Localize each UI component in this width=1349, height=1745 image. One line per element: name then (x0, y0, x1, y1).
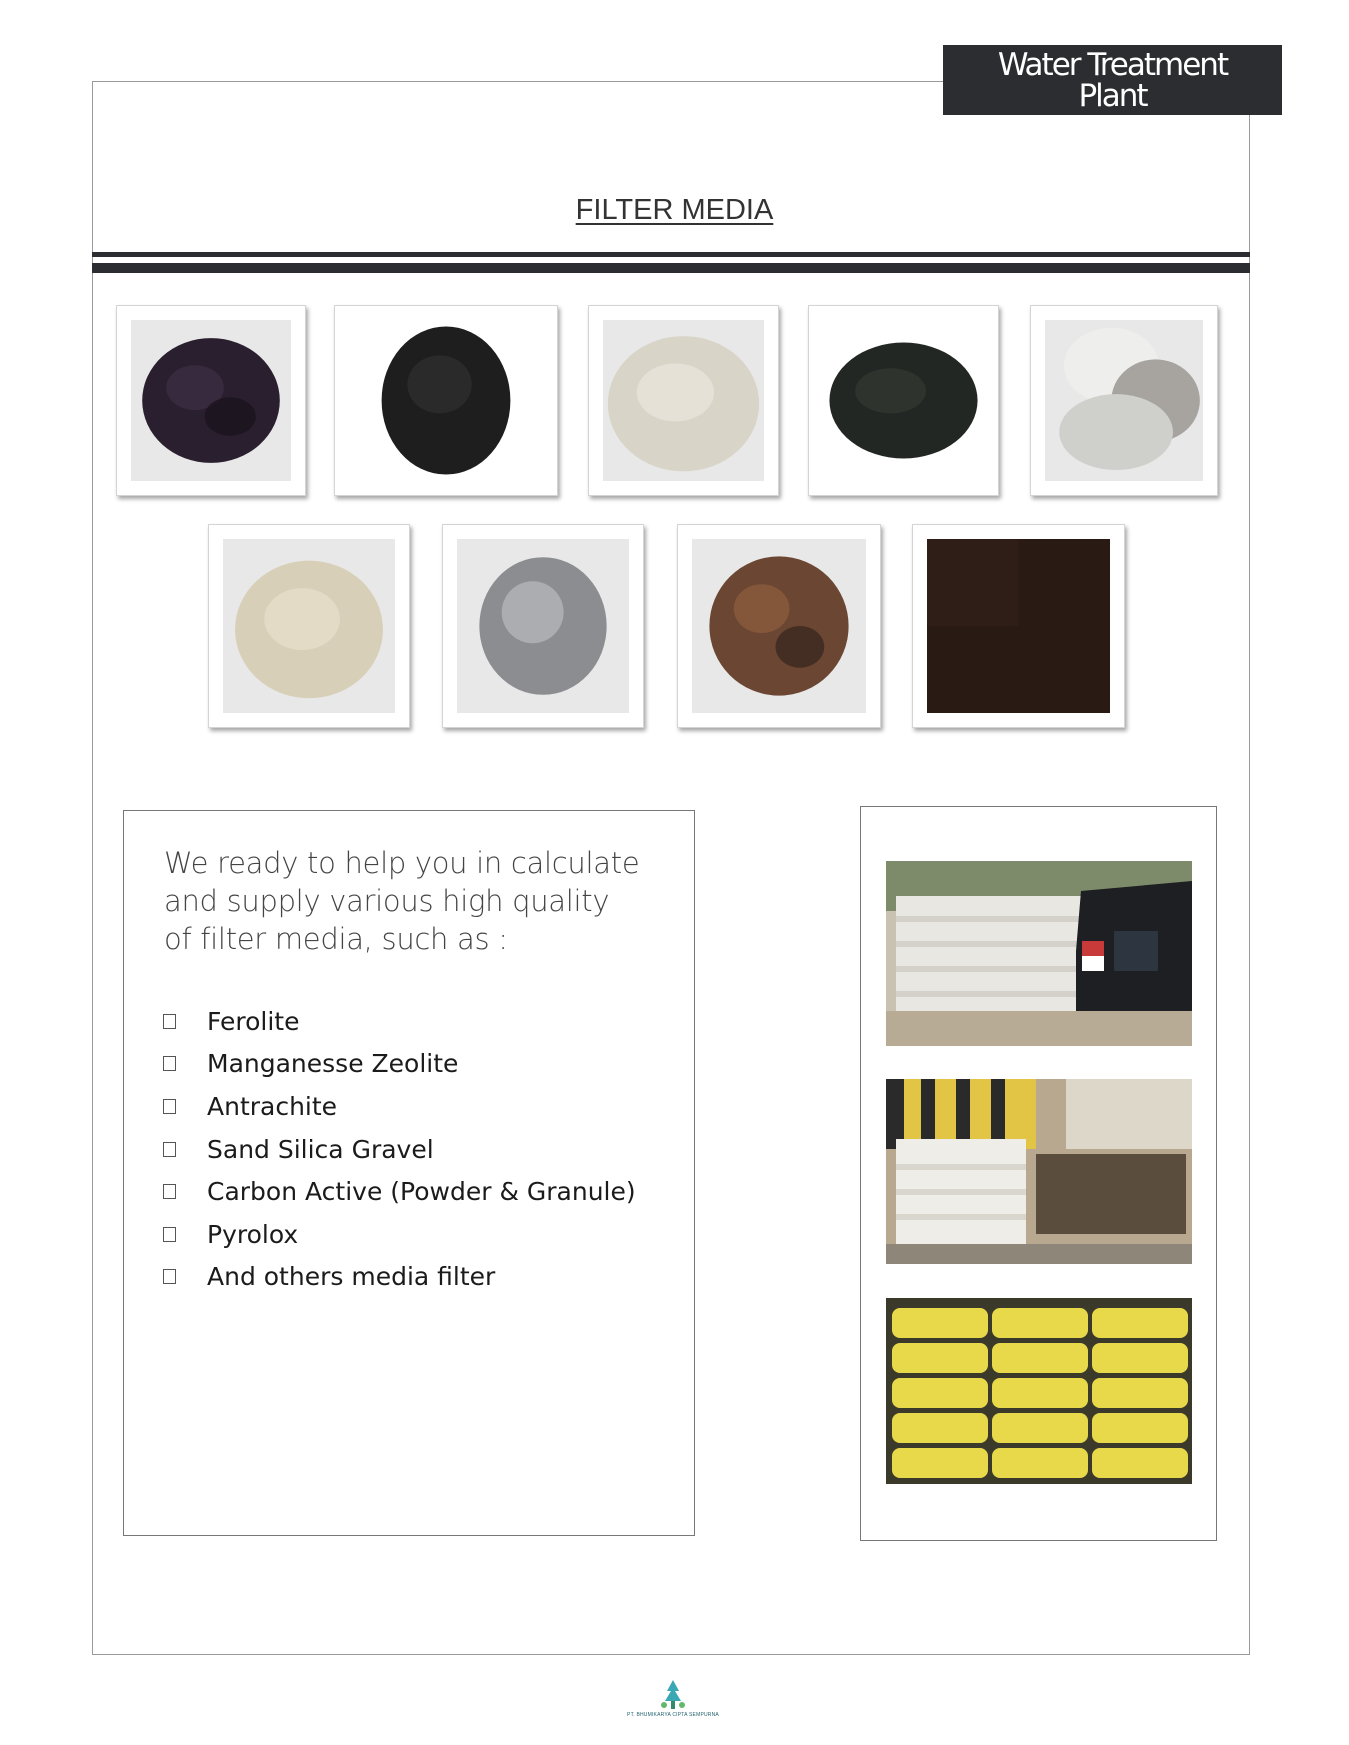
intro-text (164, 844, 684, 958)
title-divider-thick (92, 263, 1250, 273)
list-item-label: Sand Silica Gravel (207, 1134, 434, 1164)
list-item (163, 1000, 636, 1043)
checkbox-icon (163, 1056, 176, 1071)
filter-media-thumb-3 (588, 305, 779, 496)
list-item (163, 1170, 636, 1213)
header-tag-line1: Water Treatment (997, 47, 1228, 83)
checkbox-icon (163, 1099, 176, 1114)
checkbox-icon (163, 1269, 176, 1284)
title-divider-thin (92, 252, 1250, 257)
media-list (163, 1000, 636, 1298)
filter-media-sample-5-icon (1045, 320, 1203, 481)
filter-media-sample-4-icon (823, 320, 984, 481)
filter-media-thumb-5 (1030, 305, 1218, 496)
intro-line-3: of filter media, such as : (164, 922, 508, 956)
filter-media-thumb-2 (334, 305, 558, 496)
list-item-label: Manganesse Zeolite (207, 1049, 459, 1079)
filter-media-sample-6-icon (223, 539, 395, 713)
checkbox-icon (163, 1014, 176, 1029)
list-item-label: Ferolite (207, 1006, 300, 1036)
filter-media-sample-9-icon (927, 539, 1110, 713)
list-item (163, 1043, 636, 1086)
list-item (163, 1213, 636, 1256)
filter-media-sample-8-icon (692, 539, 866, 713)
company-logo (655, 1677, 691, 1713)
list-item-label: Carbon Active (Powder & Granule) (207, 1177, 636, 1207)
checkbox-icon (163, 1227, 176, 1242)
filter-media-thumb-4 (808, 305, 999, 496)
intro-line-2: and supply various high quality (164, 884, 610, 918)
photo-sacks-with-van (886, 861, 1192, 1046)
filter-media-thumb-7 (442, 524, 644, 728)
filter-media-thumb-1 (116, 305, 306, 496)
header-tag (943, 45, 1282, 115)
checkbox-icon (163, 1142, 176, 1157)
checkbox-icon (163, 1184, 176, 1199)
list-item-label: Pyrolox (207, 1219, 299, 1249)
photo-sacks-on-pallet (886, 1079, 1192, 1264)
company-logo-icon (655, 1677, 691, 1713)
filter-media-sample-7-icon (457, 539, 629, 713)
page-title: FILTER MEDIA (575, 194, 774, 226)
list-item (163, 1128, 636, 1171)
list-item (163, 1256, 636, 1299)
filter-media-sample-3-icon (603, 320, 764, 481)
intro-line-1: We ready to help you in calculate (164, 846, 640, 880)
filter-media-thumb-9 (912, 524, 1125, 728)
sacks-on-pallet-photo (886, 1079, 1192, 1264)
list-item-label: And others media filter (207, 1262, 496, 1292)
filter-media-sample-2-icon (349, 320, 543, 481)
filter-media-thumb-6 (208, 524, 410, 728)
filter-media-thumb-8 (677, 524, 881, 728)
yellow-sacks-stack-photo (886, 1298, 1192, 1484)
list-item (163, 1085, 636, 1128)
sacks-with-van-photo (886, 861, 1192, 1046)
filter-media-sample-1-icon (131, 320, 291, 481)
header-tag-line2: Plant (1078, 78, 1147, 114)
list-item-label: Antrachite (207, 1091, 338, 1121)
footer-company-name: PT. BHUMIKARYA CIPTA SEMPURNA (627, 1712, 719, 1718)
photo-yellow-sacks (886, 1298, 1192, 1484)
